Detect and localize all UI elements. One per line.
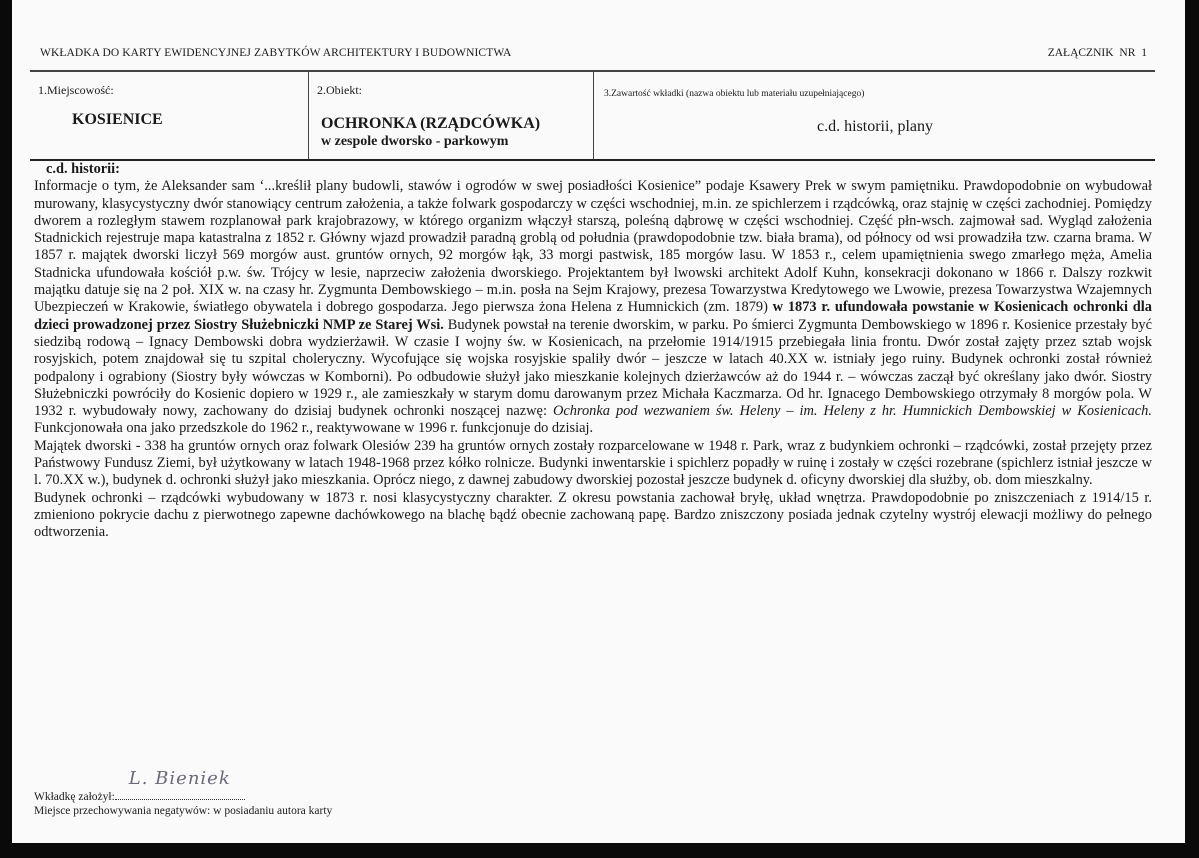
paragraph-1-text-b: Budynek powstał na terenie dworskim, w parku. Po śmierci Zygmunta Dembowskiego w 1896 r. Kosienice przestały być siedzibą rodową – Ignacy Dembowski dobra wydzierżawił. W czasie I wojny św. w Kosienicach, na przełomie 1914/1915 przebiegała linia frontu. Dwór został zajęty przez sztab wojsk rosyjskich, potem znajdował się tu szpital choleryczny. Wycofujące się wojska rosyjskie spaliły dwór – jeszcze w latach 40.XX w. istniały jego ruiny. Budynek ochronki został również podpalony i ograbiony (Siostry były wówczas w Komborni). Po odbudowie służył jako mieszkanie kolejnych dzierżawców aż do 1944 r. – wówczas zaczął być określany jako dwór. Siostry Służebniczki powróciły do Kosienic dopiero w 1929 r., ale zamieszkały w starym domu darowanym przez Michała Kaczmarza. Od hr. Ignacego Dembowskiego otrzymały 8 morgów pola. W 1932 r. wybudowały nowy, zachowany do dzisiaj budynek ochronki noszącej nazwę: (34, 316, 1152, 420)
author-signature (115, 768, 245, 800)
document-page (12, 0, 1185, 843)
paragraph-3: Budynek ochronki – rządcówki wybudowany w 1873 r. nosi klasycystyczny charakter. Z okresu powstania zachował bryłę, układ wnętrza. Prawdopodobnie po zniszczeniach z 1914/15 r. zmieniono pokrycie dachu z pierwotnego zapewne dachówkowego na blachę bądź obecnie zachowaną papę. Bardzo zniszczony posiada jednak czytelny wystrój elewacji możliwy do pełnego odtworzenia. (34, 489, 1152, 541)
object-name: OCHRONKA (RZĄDCÓWKA) (321, 115, 541, 132)
paragraph-2: Majątek dworski - 338 ha gruntów ornych oraz folwark Olesiów 239 ha gruntów ornych zostały rozparcelowane w 1948 r. Park, wraz z budynkiem ochronki – rządcówki, został przejęty przez Państwowy Fundusz Ziemi, był użytkowany w latach 1948-1968 przez kółko rolnicze. Budynki inwentarskie i spichlerz popadły w ruinę i zostały w części rozebrane (spichlerz istniał jeszcze w l. 70.XX w.), budynek d. ochronki służył jako mieszkania. Oprócz niego, z dawnej zabudowy dworskiej pozostał jeszcze budynek d. oficyny dworskiej dla służby, ob. dom mieszkalny. (34, 437, 1152, 489)
signature-handwriting: L. Bieniek (128, 768, 231, 789)
negatives-location: Miejsce przechowywania negatywów: w posiadaniu autora karty (34, 805, 333, 817)
content-label: 3.Zawartość wkładki (nazwa obiektu lub materiału uzupełniającego) (604, 89, 865, 99)
object-value (321, 115, 540, 151)
annex-number: ZAŁĄCZNIK NR 1 (1047, 47, 1147, 59)
author-label: Wkładkę założył: (34, 791, 115, 803)
author-line (34, 768, 332, 804)
section-heading: c.d. historii: (46, 161, 120, 177)
footer (34, 768, 333, 818)
paragraph-1-text-c: Funkcjonowała ona jako przedszkole do 1962 r., reaktywowane w 1996 r. funkcjonuje do dzisiaj. (34, 420, 594, 437)
object-field (308, 71, 594, 159)
place-value: KOSIENICE (72, 111, 163, 128)
history-text (34, 161, 1152, 542)
paragraph-1-italic: Ochronka pod wezwaniem św. Heleny – im. Heleny z hr. Humnickich Dembowskiej w Kosienicach. (552, 403, 1152, 420)
document-title: WKŁADKA DO KARTY EWIDENCYJNEJ ZABYTKÓW ARCHITEKTURY I BUDOWNICTWA (40, 47, 512, 59)
object-subname: w zespole dworsko - parkowym (321, 134, 509, 149)
place-field (30, 71, 308, 159)
content-value: c.d. historii, plany (817, 118, 933, 135)
paragraph-1 (34, 178, 1152, 437)
header-fields-row (30, 71, 1155, 159)
object-label: 2.Obiekt: (317, 83, 362, 97)
place-label: 1.Miejscowość: (38, 83, 114, 97)
paragraph-1-bold: w 1873 r. ufundowała powstanie w Kosienicach ochronki dla dzieci prowadzonej przez Siostry Służebniczki NMP ze Starej Wsi. (34, 299, 1152, 333)
content-field (593, 71, 1156, 159)
paragraph-1-text-a: Informacje o tym, że Aleksander sam ‘...kreślił plany budowli, stawów i ogrodów w swej posiadłości Kosienice” podaje Ksawery Prek w swym pamiętniku. Prawdopodobnie on wybudował murowany, klasycystyczny dwór stanowiący centrum założenia, a także folwark gospodarczy w części wschodniej, m.in. ze spichlerzem i rządcówką, oraz stajnię w części zachodniej. Pomiędzy dworem a rozległym stawem rozplanował park krajobrazowy, w którego organizm włączył starszą, poleśną dąbrowę w części wschodniej. Część płn-wsch. zajmował sad. Wygląd założenia Stadnickich rejestruje mapa katastralna z 1852 r. Główny wjazd prowadził paradną groblą od południa (prawdopodobnie tzw. biała brama), od północy od wsi prowadziła tzw. czarna brama. W 1857 r. majątek dworski liczył 569 morgów aust. gruntów ornych, 92 morgów łąk, 33 morgi pastwisk, 185 morgów lasu. W 1853 r., celem upamiętnienia swego zmarłego męża, Amelia Stadnicka ufundowała kościół p.w. św. Trójcy w lesie, naprzeciw założenia dworskiego. Projektantem był lwowski architekt Adolf Kuhn, konsekracji dokonano w 1866 r. Dalszy rozkwit majątku datuje się na 2 poł. XIX w. na czasy hr. Zygmunta Dembowskiego – m.in. posła na Sejm Krajowy, prezesa Towarzystwa Kredytowego we Lwowie, prezesa Towarzystwa Wzajemnych Ubezpieczeń w Krakowie, światłego obywatela i dobrego gospodarza. Jego pierwsza żona Helena z Humnickich (zm. 1879) (34, 178, 1152, 316)
